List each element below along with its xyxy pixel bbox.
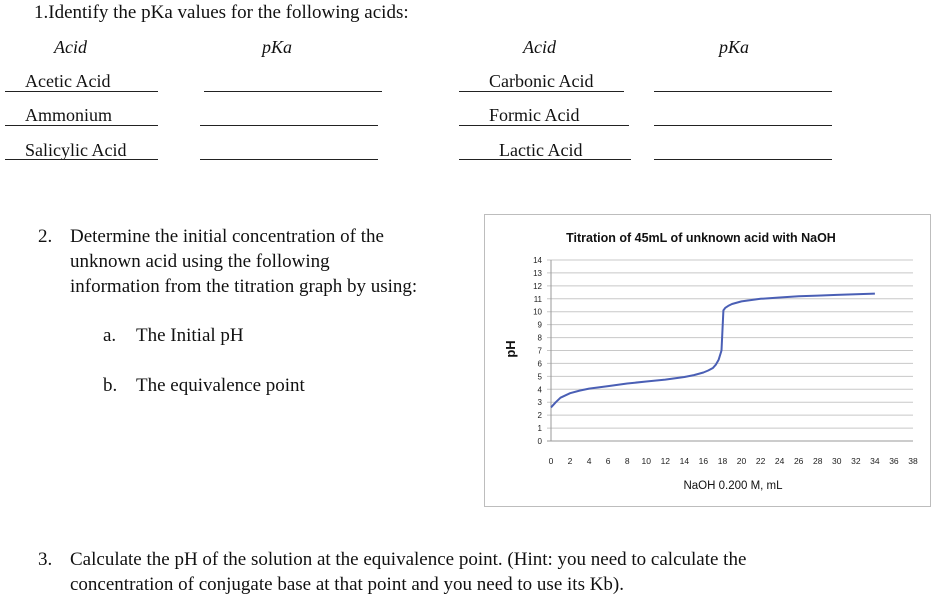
titration-chart-svg	[485, 215, 932, 508]
chart-x-tick-label: 10	[641, 456, 651, 466]
chart-y-tick-label: 2	[537, 411, 542, 421]
chart-x-tick-label: 16	[698, 456, 709, 466]
chart-x-tick-label: 8	[624, 456, 630, 466]
acid-name-formic: Formic Acid	[489, 105, 580, 125]
question-2b-label: b.	[103, 375, 118, 396]
acid-name-lactic: Lactic Acid	[499, 140, 583, 160]
chart-x-tick-label: 32	[851, 456, 861, 466]
chart-x-tick-label: 18	[717, 456, 728, 466]
acid-underline	[459, 91, 624, 92]
chart-x-tick-label: 4	[586, 456, 592, 466]
chart-x-tick-label: 28	[813, 456, 823, 466]
chart-y-tick-label: 14	[533, 256, 542, 265]
titration-chart	[484, 214, 931, 507]
acid-name-salicylic: Salicylic Acid	[25, 140, 127, 160]
acid-underline	[5, 91, 158, 92]
pka-answer-blank[interactable]	[204, 91, 382, 92]
question-2-line-1: Determine the initial concentration of the	[70, 226, 384, 247]
chart-x-tick-label: 2	[567, 456, 573, 466]
chart-x-tick-label: 30	[832, 456, 842, 466]
column-header-acid-left: Acid	[54, 37, 87, 57]
chart-x-tick-label: 20	[736, 456, 747, 466]
chart-x-tick-label: 12	[660, 456, 671, 466]
chart-y-tick-label: 6	[537, 359, 542, 369]
question-2a-text: The Initial pH	[136, 325, 244, 346]
question-1-title: 1.Identify the pKa values for the following acids:	[34, 2, 409, 23]
question-2b-text: The equivalence point	[136, 375, 305, 396]
question-2a-label: a.	[103, 325, 117, 346]
column-header-pka-left: pKa	[262, 37, 293, 57]
chart-y-tick-label: 4	[537, 385, 542, 395]
chart-x-tick-label: 24	[774, 456, 785, 466]
question-3-line-2: concentration of conjugate base at that point and you need to use its Kb).	[70, 574, 625, 595]
chart-x-tick-label: 26	[793, 456, 804, 466]
pka-answer-blank[interactable]	[654, 159, 832, 160]
acid-name-ammonium: Ammonium	[25, 105, 113, 125]
chart-x-tick-label: 36	[889, 456, 899, 466]
acid-name-carbonic: Carbonic Acid	[489, 71, 594, 91]
question-3-line-1: Calculate the pH of the solution at the equivalence point. (Hint: you need to calculate the	[70, 549, 747, 570]
chart-x-tick-label: 22	[755, 456, 766, 466]
pka-answer-blank[interactable]	[200, 125, 378, 126]
chart-y-tick-label: 1	[537, 424, 542, 434]
chart-y-axis-label: pH	[503, 340, 518, 358]
pka-answer-blank[interactable]	[654, 91, 832, 92]
chart-y-tick-label: 8	[537, 333, 542, 343]
acid-underline	[5, 125, 158, 126]
chart-y-tick-label: 11	[533, 294, 542, 304]
chart-x-tick-label: 14	[679, 456, 690, 466]
chart-gridlines	[547, 260, 913, 441]
acid-underline	[459, 159, 631, 160]
chart-y-ticks	[533, 256, 542, 446]
chart-y-tick-label: 13	[533, 268, 542, 278]
chart-y-tick-label: 3	[537, 398, 542, 408]
chart-x-axis-label: NaOH 0.200 M, mL	[683, 480, 783, 492]
chart-y-tick-label: 10	[533, 307, 542, 317]
chart-y-tick-label: 5	[537, 372, 542, 382]
chart-y-tick-label: 12	[533, 281, 542, 291]
question-2-line-3: information from the titration graph by using:	[70, 276, 418, 297]
acid-underline	[459, 125, 629, 126]
column-header-pka-right: pKa	[719, 37, 750, 57]
chart-y-tick-label: 0	[537, 437, 542, 446]
question-2-line-2: unknown acid using the following	[70, 251, 330, 272]
acid-name-acetic: Acetic Acid	[25, 71, 111, 91]
pka-answer-blank[interactable]	[654, 125, 832, 126]
pka-answer-blank[interactable]	[200, 159, 378, 160]
chart-title: Titration of 45mL of unknown acid with NaOH	[566, 231, 836, 245]
chart-x-tick-label: 34	[870, 456, 880, 466]
question-3-number: 3.	[38, 549, 53, 570]
chart-y-tick-label: 9	[537, 320, 542, 330]
column-header-acid-right: Acid	[523, 37, 556, 57]
chart-x-tick-label: 38	[908, 456, 918, 466]
chart-x-ticks	[549, 456, 918, 466]
chart-x-tick-label: 0	[548, 456, 554, 466]
chart-x-tick-label: 6	[605, 456, 611, 466]
acid-underline	[5, 159, 158, 160]
chart-y-tick-label: 7	[537, 346, 542, 356]
question-2-number: 2.	[38, 226, 53, 247]
